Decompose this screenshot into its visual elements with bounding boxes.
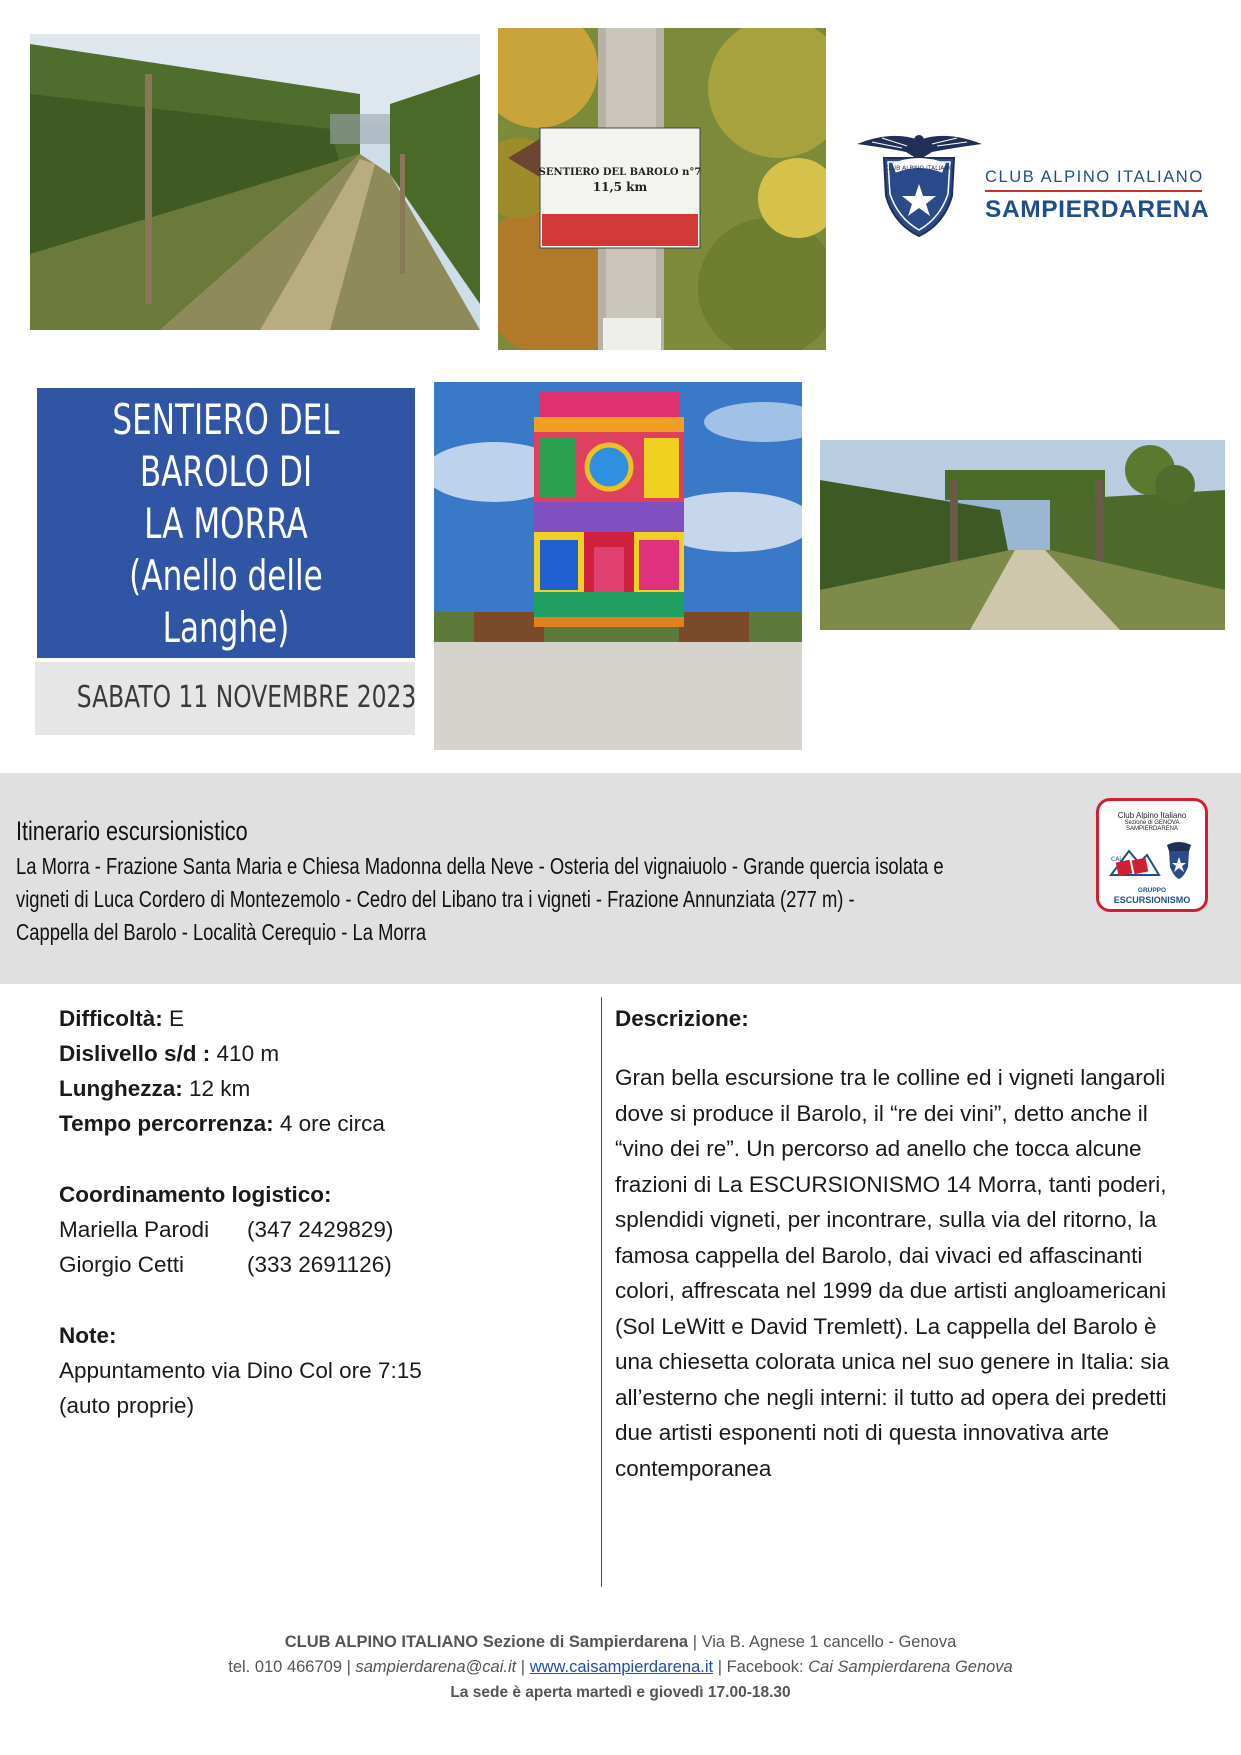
walking-time-value: 4 ore circa	[273, 1111, 385, 1136]
footer-facebook: Cai Sampierdarena Genova	[808, 1658, 1013, 1676]
cai-logo	[852, 128, 987, 240]
cai-shield-icon	[1167, 842, 1191, 879]
contact-phone: (347 2429829)	[247, 1217, 394, 1242]
footer-org: CLUB ALPINO ITALIANO Sezione di Sampierdarena	[284, 1633, 689, 1651]
coordination-label: Coordinamento logistico:	[59, 1182, 332, 1207]
difficulty-label: Difficoltà:	[59, 1006, 163, 1031]
photo-barolo-chapel	[434, 382, 802, 750]
footer-line-1	[0, 1633, 1241, 1652]
notes-line: Appuntamento via Dino Col ore 7:15	[59, 1358, 422, 1383]
length-label: Lunghezza:	[59, 1076, 183, 1101]
footer-hours: La sede è aperta martedì e giovedì 17.00-18.30	[450, 1684, 791, 1701]
contact-name: Mariella Parodi	[59, 1217, 210, 1242]
footer-website-link[interactable]: www.caisampierdarena.it	[529, 1658, 714, 1676]
length-value: 12 km	[182, 1076, 251, 1101]
photo-vineyard-rows	[30, 34, 480, 330]
badge-escursionismo: ESCURSIONISMO	[1113, 895, 1191, 905]
footer-facebook-label: | Facebook:	[713, 1658, 809, 1676]
event-title: SENTIERO DEL BAROLO DI LA MORRA (Anello delle Langhe)	[112, 395, 340, 652]
badge-club-name: Club Alpino Italiano	[1117, 811, 1187, 820]
itinerary-line: Cappella del Barolo - Località Cerequio - La Morra	[16, 919, 427, 945]
walking-time-label: Tempo percorrenza:	[59, 1111, 274, 1136]
footer-line-2	[0, 1658, 1241, 1677]
escursionismo-badge	[1096, 798, 1208, 912]
contact-name: Giorgio Cetti	[59, 1252, 185, 1277]
itinerary-line: La Morra - Frazione Santa Maria e Chiesa Madonna della Neve - Osteria del vignaiuolo - Grande quercia isolata e	[16, 853, 944, 879]
description-heading: Descrizione:	[615, 1006, 749, 1031]
elevation-value: 410 m	[210, 1041, 280, 1066]
footer-address: | Via B. Agnese 1 cancello - Genova	[688, 1633, 957, 1651]
notes-line: (auto proprie)	[59, 1393, 195, 1418]
itinerary-line: vigneti di Luca Cordero di Montezemolo - Cedro del Libano tra i vigneti - Frazione Annunziata (277 m) -	[16, 886, 855, 912]
difficulty	[59, 1006, 184, 1032]
event-date-box	[35, 662, 415, 735]
column-divider	[601, 997, 602, 1587]
badge-cai-mark: CAI	[1111, 856, 1122, 863]
description-body: Gran bella escursione tra le colline ed i vigneti langaroli dove si produce il Barolo, il “re dei vini”, detto anche il “vino dei re”. Un percorso ad anello che tocca alcune frazioni di La ESCURSIONISMO 14 Morra, tanti poderi, splendidi vigneti, per incontrare, sulla via del ritorno, la famosa cappella del Barolo, dai vivaci ed affascinanti colori, affrescata nel 1999 da due artisti angloamericani (Sol LeWitt e David Tremlett). La cappella del Barolo è una chiesetta colorata unica nel suo genere in Italia: sia all’esterno che negli interni: il tutto ad opera dei predetti due artisti esponenti noti di questa innovativa arte contemporanea	[615, 1065, 1170, 1481]
itinerary-heading: Itinerario escursionistico	[16, 816, 248, 846]
notes-label: Note:	[59, 1323, 117, 1348]
badge-subsection: SAMPIERDARENA	[1125, 826, 1178, 832]
elevation	[59, 1041, 279, 1067]
badge-group: GRUPPO	[1137, 887, 1167, 894]
length	[59, 1076, 250, 1102]
mountain-icon	[1111, 851, 1159, 876]
footer-email[interactable]: sampierdarena@cai.it	[355, 1658, 517, 1676]
sign-text-2: 11,5 km	[592, 180, 648, 194]
badge-section: Sezione di GENOVA	[1124, 820, 1180, 826]
logo-emblem-text: CLUB ALPINO ITALIANO	[884, 165, 954, 172]
logo-title: CLUB ALPINO ITALIANO	[985, 168, 1204, 186]
footer-phone: tel. 010 466709 |	[228, 1658, 356, 1676]
eagle-icon	[857, 135, 982, 160]
logo-section-name: SAMPIERDARENA	[985, 196, 1210, 223]
elevation-label: Dislivello s/d :	[59, 1041, 211, 1066]
difficulty-value: E	[162, 1006, 185, 1031]
logo-divider	[985, 190, 1202, 192]
walking-time	[59, 1111, 385, 1137]
contact-phone: (333 2691126)	[247, 1252, 392, 1277]
event-title-box	[37, 388, 415, 658]
footer-separator: |	[516, 1658, 530, 1676]
photo-trail-sign	[498, 28, 826, 350]
sign-text-1: SENTIERO DEL BAROLO n°7	[538, 167, 702, 178]
event-date: SABATO 11 NOVEMBRE 2023	[76, 680, 417, 715]
photo-vineyard-pergola	[820, 440, 1225, 630]
